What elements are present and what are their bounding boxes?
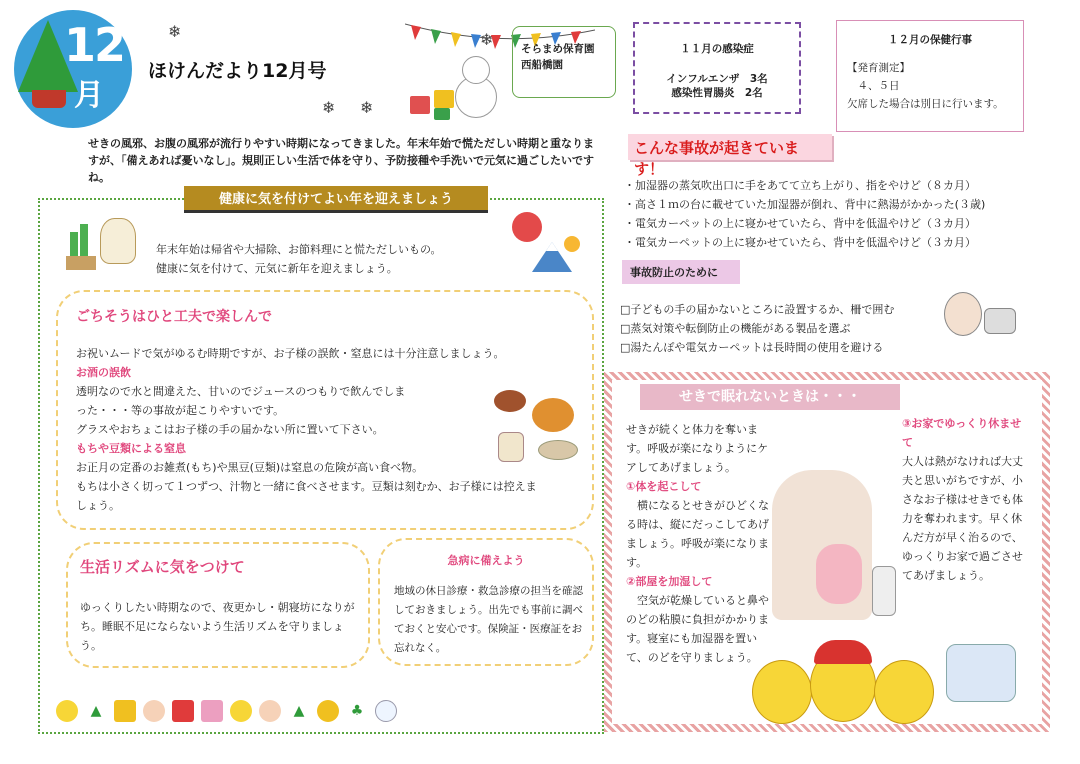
gift-icon <box>410 96 430 114</box>
health-events-box <box>836 20 1024 132</box>
cough-tip-text: 大人は熱がなければ大丈夫と思いがちですが、小さなお子様はせきでも体力を奪われます。早く休んだ方が早く治るので、ゆっくりお家で過ごさせてあげましょう。 <box>902 455 1023 582</box>
school-name-box <box>512 26 616 98</box>
cough-tip-text: 空気が乾燥していると鼻やのどの粘膜に負担がかかります。寝室にも加湿器を置いて、のどを守りましょう。 <box>626 594 769 664</box>
health-event-line: 【発育測定】 <box>847 62 910 74</box>
black-beans-icon <box>538 440 578 460</box>
cough-tip-text: 横になるとせきがひどくなる時は、縦にだっこしてあげましょう。呼吸が楽になります。 <box>626 499 769 569</box>
sick-child-in-bed-illustration <box>946 644 1016 702</box>
cough-tip-heading: ③お家でゆっくり休ませて <box>902 417 1022 449</box>
month-unit: 月 <box>74 78 104 113</box>
mount-fuji-icon <box>522 232 588 274</box>
health-events-heading: １２月の保健行事 <box>888 34 972 46</box>
month-number: 12 <box>64 18 125 72</box>
snowflake-icon: ❄ <box>168 22 182 41</box>
accident-item: ・電気カーペットの上に寝かせていたら、背中を低温やけど（３カ月） <box>624 236 976 249</box>
emergency-title: 急病に備えよう <box>447 554 525 567</box>
humidifier-icon <box>872 566 896 616</box>
accident-heading: こんな事故が起きています！ <box>628 134 832 160</box>
life-rhythm-title: 生活リズムに気をつけて <box>80 558 245 576</box>
food-paragraph: った・・・等の事故が起こりやすいです。 <box>76 404 285 417</box>
health-section-banner: 健康に気を付けてよい年を迎えましょう <box>184 186 488 213</box>
food-subheading-alcohol: お酒の誤飲 <box>76 366 131 379</box>
christmas-tree-icon: ▲ <box>90 703 102 719</box>
prevention-item: □子どもの手の届かないところに設置するか、柵で囲む <box>620 303 895 316</box>
school-name-line1: そらまめ保育園 <box>521 43 595 55</box>
tree-pot-icon <box>32 90 66 108</box>
food-paragraph: お正月の定番のお雑煮(もち)や黒豆(豆類)は窒息の危険が高い食べ物。 <box>76 461 424 474</box>
food-safety-title: ごちそうはひと工夫で楽しんで <box>76 309 272 325</box>
prevention-item: □蒸気対策や転倒防止の機能がある製品を選ぶ <box>620 322 851 335</box>
snowman-head-icon <box>462 56 490 84</box>
food-paragraph: 透明なので水と間違えた、甘いのでジュースのつもりで飲んでしま <box>76 385 406 398</box>
bell-icon <box>317 700 339 722</box>
gift-icon <box>434 108 450 120</box>
food-paragraph: もちは小さく切って１つずつ、汁物と一緒に食べさせます。豆類は刻むか、お子様には控えま <box>76 480 537 493</box>
emergency-text: 地域の休日診療・救急診療の担当を確認しておきましょう。出先でも事前に調べておくと安心です。保険証・医療証をお忘れなく。 <box>394 585 583 654</box>
accident-list <box>624 176 985 252</box>
prevention-list <box>620 300 894 357</box>
cough-care-title: せきで眠れないときは・・・ <box>640 384 900 410</box>
elderly-person-icon <box>944 292 982 336</box>
cough-care-left-text <box>626 420 770 667</box>
sake-cup-icon <box>494 390 526 412</box>
food-paragraph: グラスやおちょこはお子様の手の届かない所に置いて下さい。 <box>76 423 384 436</box>
food-subheading-choking: もちや豆類による窒息 <box>76 442 186 455</box>
cough-care-right-text <box>902 414 1028 585</box>
food-safety-text <box>76 344 537 515</box>
page-title: ほけんだより12月号 <box>148 60 327 82</box>
food-paragraph: お祝いムードで気がゆるむ時期ですが、お子様の誤飲・窒息には十分注意しましょう。 <box>76 347 505 360</box>
heater-icon <box>984 308 1016 334</box>
cough-tip-heading: ①体を起こして <box>626 480 702 493</box>
health-section-line: 健康に気を付けて、元気に新年を迎えましょう。 <box>156 262 398 275</box>
gift-icon <box>114 700 136 722</box>
gift-icon <box>201 700 223 722</box>
life-rhythm-text: ゆっくりしたい時期なので、夜更かし・朝寝坊になりがち。睡眠不足にならないよう生活リズムを守りましょう。 <box>80 601 355 652</box>
candle-icon <box>56 700 78 722</box>
cough-intro: せきが続くと体力を奪います。呼吸が楽になりようにケアしてあげましょう。 <box>626 423 769 474</box>
christmas-tree-icon: ▲ <box>293 703 305 719</box>
snowflake-icon: ❄ <box>480 30 494 49</box>
prevention-item: □湯たんぽや電気カーペットは長時間の使用を避ける <box>620 341 884 354</box>
health-section-line: 年末年始は帰省や大掃除、お節料理にと慌ただしいもの。 <box>156 243 442 256</box>
accident-item: ・加湿器の蒸気吹出口に手をあてて立ち上がり、指をやけど（８カ月） <box>624 179 976 192</box>
school-name-line2: 西船橋園 <box>521 59 563 71</box>
food-paragraph: しょう。 <box>76 499 120 512</box>
accident-item: ・電気カーペットの上に寝かせていたら、背中を低温やけど（３カ月） <box>624 217 976 230</box>
santa-icon <box>143 700 165 722</box>
kagami-mochi-icon <box>100 218 136 264</box>
kadomatsu-icon <box>62 212 102 272</box>
holly-icon: ♣ <box>350 703 364 719</box>
sake-bottle-icon <box>532 398 574 432</box>
health-event-line: 欠席した場合は別日に行います。 <box>847 98 1004 110</box>
infection-row: 感染性胃腸炎 2名 <box>671 87 763 99</box>
child-face-icon <box>259 700 281 722</box>
infection-report-box <box>633 22 801 114</box>
stocking-icon <box>172 700 194 722</box>
candle-icon <box>230 700 252 722</box>
health-event-line: ４、５日 <box>847 80 900 92</box>
mochi-icon <box>498 432 524 462</box>
winter-hat-icon <box>814 640 872 664</box>
snowman-icon <box>375 700 397 722</box>
health-section-text <box>156 240 442 278</box>
infection-heading: １１月の感染症 <box>680 43 754 55</box>
infection-row: インフルエンザ 3名 <box>666 73 768 85</box>
child-illustration <box>816 544 862 604</box>
snowflake-icon: ❄ <box>360 98 374 117</box>
gift-icon <box>434 90 454 108</box>
accident-item: ・高さ１ｍの台に載せていた加湿器が倒れ、背中に熱湯がかかった(３歳) <box>624 198 986 211</box>
snowflake-icon: ❄ <box>322 98 336 117</box>
chick-icon <box>752 660 812 724</box>
prevention-heading: 事故防止のために <box>622 260 740 284</box>
decoration-icons-row <box>56 700 397 722</box>
cough-tip-heading: ②部屋を加湿して <box>626 575 713 588</box>
intro-paragraph: せきの風邪、お腹の風邪が流行りやすい時期になってきました。年末年始で慌ただしい時期と重なりますが、「備えあれば憂いなし」。規則正しい生活で体を守り、予防接種や手洗いで元気に過ごしたいですね。 <box>88 137 594 184</box>
chick-icon <box>874 660 934 724</box>
